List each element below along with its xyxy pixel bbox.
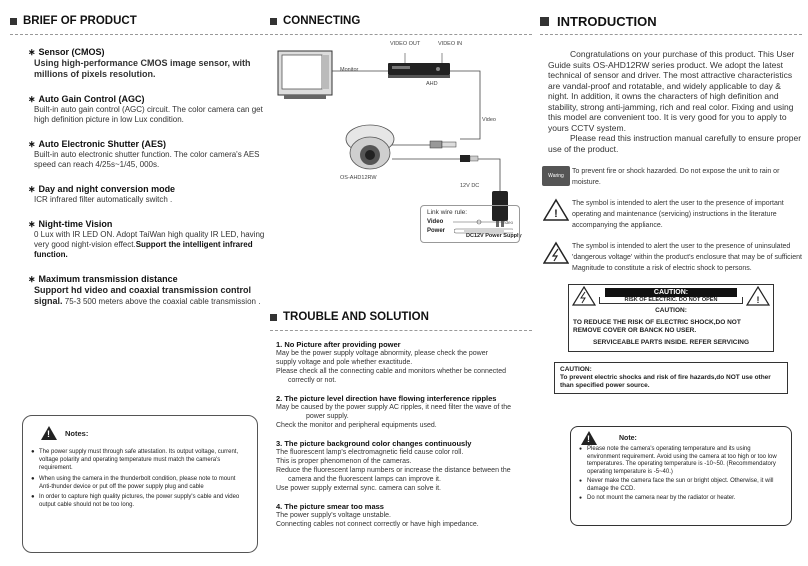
note-item: ● Do not mount the camera near by the radiator or heater.: [579, 495, 783, 503]
feature-aes: ∗ Auto Electronic Shutter (AES) Built-in auto electronic shutter function. The color camera's AES speed can reach 4/25s~1/45, 000s.: [28, 139, 260, 169]
note-box: ! Note: ● Please note the camera's operating temperature and its using environment requirement. Avoid using the camera at too high or too low temperatures. The operating temperature is -10~50. (Recommendatory operating temperature is -5~40.) ● Never make the camera face the sun or bright object. Otherwise, it will damage the CCD. ● Do not mount the camera near by the radiator or heater.: [570, 426, 792, 526]
ahd-label: AHD: [426, 81, 438, 87]
note-item: ● Never make the camera face the sun or bright object. Otherwise, it will damage the CCD.: [579, 478, 783, 493]
trouble-section: [270, 308, 532, 529]
caution-box-power: CAUTION: To prevent electric shocks and risk of fire hazards,do NOT use other than specified power source.: [554, 362, 788, 394]
trouble-item: 2. The picture level direction have flowing interference ripples May be caused by the power supply AC ripples, it need filter the wave of the power supply. Check the monitor and peripheral equipments used.: [276, 394, 512, 429]
power-supply-label: DC12V Power Supply: [466, 233, 522, 239]
feature-day-night: ∗ Day and night conversion mode ICR infrared filter automatically switch .: [28, 184, 176, 204]
lightning-triangle-icon: [569, 285, 599, 307]
bullet-square-icon: [270, 314, 277, 321]
feature-agc: ∗ Auto Gain Control (AGC) Built-in auto gain control (AGC) circuit. The color camera can get high definition picture in low Lux condition.: [28, 94, 263, 124]
exclamation-triangle-icon: [743, 285, 773, 307]
note-item: ● Please note the camera's operating temperature and its using environment requirement. Avoid using the camera at too high or too low temperatures. The operating temperature is -10~50. (Recommendatory operating temperature is -5~40.): [579, 446, 783, 476]
trouble-item: 4. The picture smear too mass The power supply's voltage unstable. Connecting cables not connect correctly or have high impedance.: [276, 502, 479, 528]
video-out-label: VIDEO OUT: [390, 41, 421, 47]
asterisk-icon: ∗: [28, 94, 36, 104]
asterisk-icon: ∗: [28, 274, 36, 284]
note-item: ● The power supply must through safe attestation. Its output voltage, current, voltage polarity and operating temperature must match the camera's requirement.: [31, 448, 249, 473]
video-label: Video: [482, 117, 496, 123]
trouble-item: 3. The picture background color changes continuously The fluorescent lamp's electromagnetic field cause color roll. This is proper phenomenon of the cameras. Reduce the fluorescent lamp numbers or increase the distance between the camera and the fluorescent lamps can improve it. Use power supply external sync. camera can solve it.: [276, 439, 511, 492]
power-cable-icon: [454, 228, 513, 234]
warning-row: The symbol is intended to alert the user to the presence of uninsulated 'dangerous voltage' within the product's enclosure that may be of sufficient Magnitude to constitute a risk of electric shock to persons.: [540, 241, 802, 274]
bullet-square-icon: [540, 17, 549, 26]
divider: [270, 34, 532, 35]
bullet-square-icon: [10, 18, 17, 25]
svg-text:!: !: [554, 208, 558, 220]
feature-transmission: ∗ Maximum transmission distance Support hd video and coaxial transmission control signal. 75-3 500 meters above the coaxial cable transmission .: [28, 274, 261, 306]
link-wire-rule-box: Link wire rule: Video Video Power: [420, 205, 520, 243]
brief-column: [10, 0, 268, 566]
trouble-item: 1. No Picture after providing power May be the power supply voltage abnormity, please check the power supply voltage and pole whether exactitude. Please check all the connecting cable and monitors whether be connected correctly or not.: [276, 340, 506, 384]
asterisk-icon: ∗: [28, 219, 36, 229]
divider: [270, 330, 532, 331]
asterisk-icon: ∗: [28, 184, 36, 194]
feature-sensor: ∗ Sensor (CMOS) Using high-performance CMOS image sensor, with millions of pixels resolution.: [28, 47, 251, 79]
monitor-label: Monitor: [340, 67, 359, 73]
asterisk-icon: ∗: [28, 47, 36, 57]
intro-paragraph: Please read this instruction manual carefully to ensure proper use of the product.: [548, 133, 802, 154]
notes-box: ! Notes: ● The power supply must through safe attestation. Its output voltage, current, voltage polarity and operating temperature must match the camera's requirement. ● When using the camera in the thunderbolt condition, please note to mount Anti-thunder device or put off the power supply plug and cable ● In order to capture high quality pictures, the power supply's cable and video output cable should not be too long.: [22, 415, 258, 553]
divider: [540, 34, 802, 35]
divider: [10, 34, 268, 35]
dome-camera-icon: [346, 125, 394, 169]
connecting-heading: CONNECTING: [270, 12, 532, 30]
note-item: ● When using the camera in the thunderbolt condition, please note to mount Anti-thunder device or put off the power supply plug and cable: [31, 475, 249, 491]
dvr-icon: [388, 63, 450, 78]
lightning-triangle-icon: [543, 241, 569, 265]
monitor-icon: [278, 51, 332, 99]
note-item: ● In order to capture high quality pictures, the power supply's cable and video output cable should not be too long.: [31, 493, 249, 509]
feature-night-vision: ∗ Night-time Vision 0 Lux with IR LED ON. Adopt TaiWan high quality IR LED, having very good night-vision effect.Support the intelligent infrared function.: [28, 219, 265, 259]
link-row-video: Video Video: [427, 219, 513, 225]
exclamation-triangle-icon: [543, 198, 569, 222]
12v-label: 12V DC: [460, 183, 480, 189]
link-row-power: Power: [427, 228, 513, 234]
connecting-column: [270, 0, 532, 566]
caution-box: CAUTION: RISK OF ELECTRIC. DO NOT OPEN ! CAUTION: TO REDUCE THE RISK OF ELECTRIC SHOCK,DO NOT REMOVE COVER OR BANCK NO USER. SERVICEABLE PARTS INSIDE. REFER SERVICING: [568, 284, 774, 352]
warning-triangle-icon: [41, 426, 57, 440]
intro-paragraph: Congratulations on your purchase of this product. This User Guide suits OS-AHD12RW series product. We adopt the latest technical of sensor and driver. The most attractive characteristics are vandal-proof and rotatable, and widely applicable to day & night. In addition, it owns the characters of high definition and stability, strong anti-jamming, rich and real color. Fixing and using this model are convenient too. It is very good for you to apply to yours CCTV system.: [548, 49, 795, 133]
asterisk-icon: ∗: [28, 139, 36, 149]
introduction-heading: INTRODUCTION: [540, 12, 802, 30]
brief-heading: BRIEF OF PRODUCT: [10, 12, 268, 30]
caution-title: CAUTION:: [605, 288, 737, 297]
video-in-label: VIDEO IN: [438, 41, 463, 47]
introduction-column: [540, 0, 802, 566]
bullet-square-icon: [270, 18, 277, 25]
warning-badge-icon: Waring: [542, 166, 570, 186]
trouble-heading: TROUBLE AND SOLUTION: [270, 308, 532, 326]
video-cable-icon: [453, 219, 501, 225]
svg-text:!: !: [756, 295, 760, 305]
warning-row: ! The symbol is intended to alert the user to the presence of important operating and maintenance (servicing) instructions in the literature accompanying the appliance.: [540, 198, 802, 231]
camera-model-label: OS-AHD12RW: [340, 175, 377, 181]
warning-row: Waring To prevent fire or shock hazarded. Do not expose the unit to rain or moisture.: [540, 166, 802, 188]
